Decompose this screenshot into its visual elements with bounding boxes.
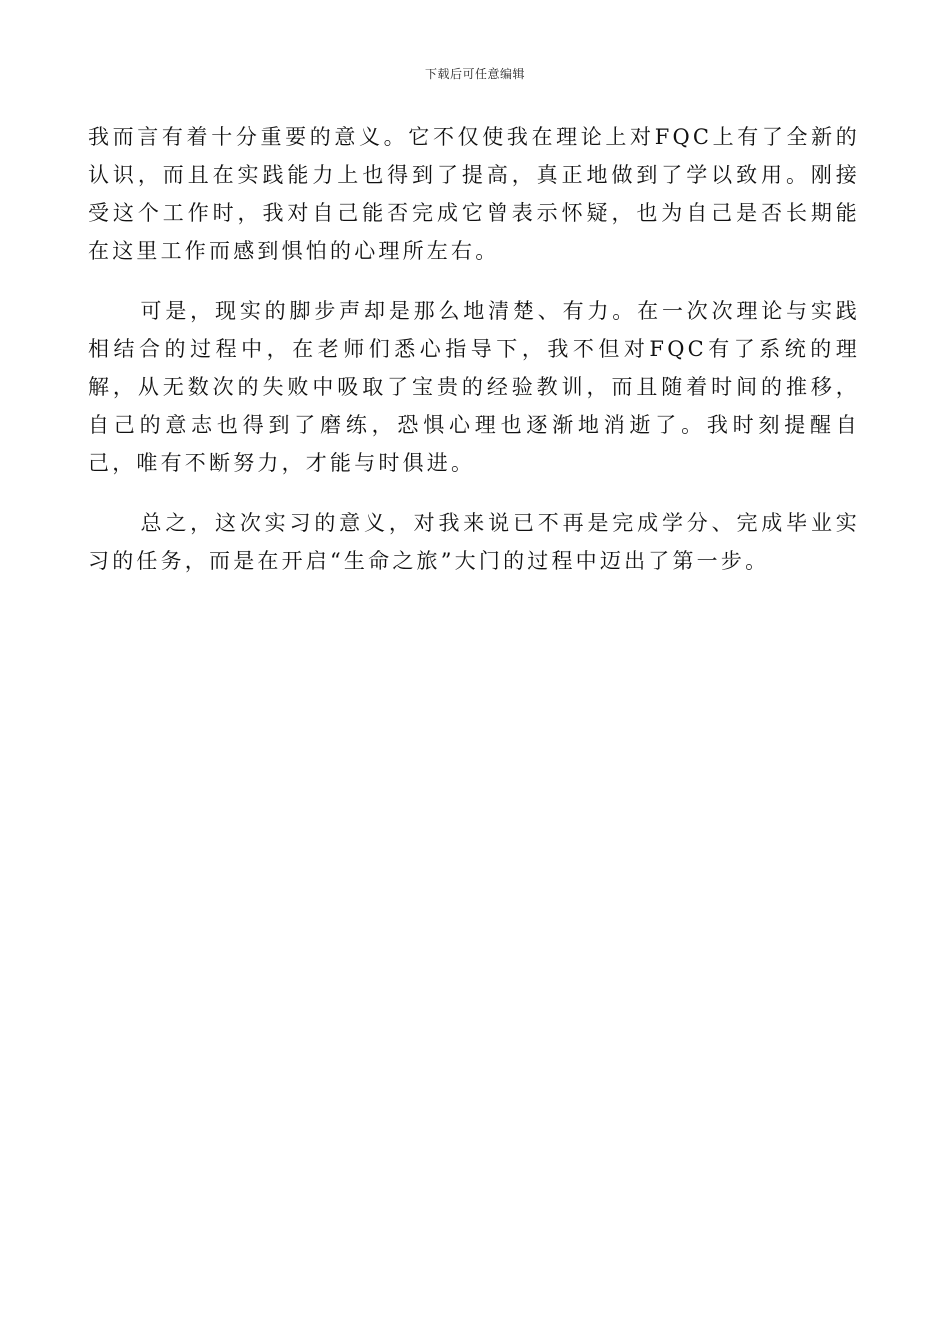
paragraph-1: 我而言有着十分重要的意义。它不仅使我在理论上对FQC上有了全新的认识，而且在实践能力上也得到了提高，真正地做到了学以致用。刚接受这个工作时，我对自己能否完成它曾表示怀疑，也为自己是否长期能在这里工作而感到惧怕的心理所左右。 [88,125,860,263]
document-body [88,118,860,602]
paragraph-3: 总之，这次实习的意义，对我来说已不再是完成学分、完成毕业实习的任务，而是在开启“生命之旅”大门的过程中迈出了第一步。 [88,511,860,573]
page-header: 下载后可任意编辑 [424,67,525,81]
paragraph-2: 可是，现实的脚步声却是那么地清楚、有力。在一次次理论与实践相结合的过程中，在老师们悉心指导下，我不但对FQC有了系统的理解，从无数次的失败中吸取了宝贵的经验教训，而且随着时间的推移，自己的意志也得到了磨练，恐惧心理也逐渐地消逝了。我时刻提醒自己，唯有不断努力，才能与时俱进。 [88,299,860,475]
